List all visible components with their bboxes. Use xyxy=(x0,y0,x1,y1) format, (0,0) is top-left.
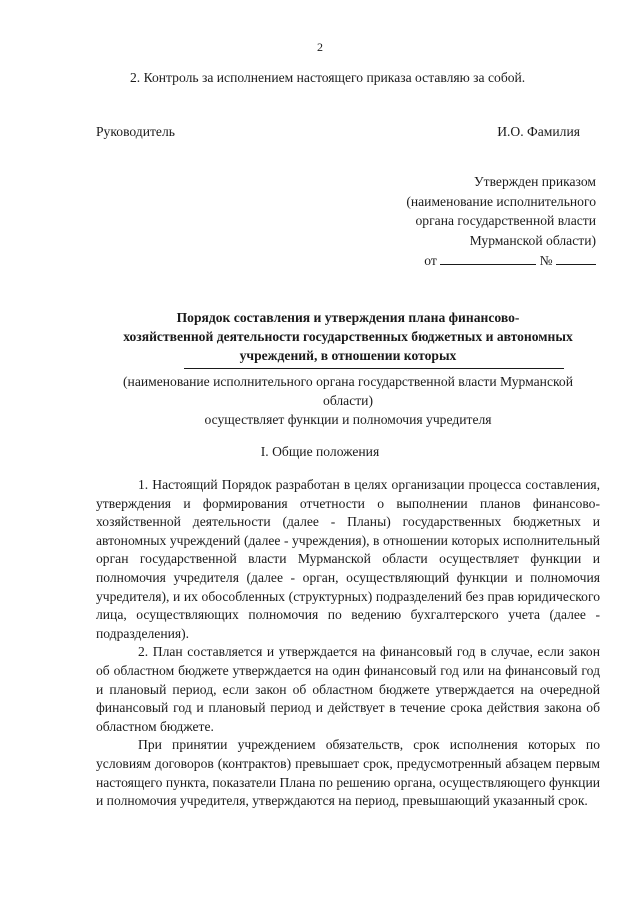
paragraph-2: 2. План составляется и утверждается на финансовый год в случае, если закон об областном бюджете утверждается на один финансовый год или на финансовый год и плановый период, если закон об областном бюджете утверждается на очередной финансовый год и плановый период и действует в течение срока действия закона об областном бюджете. xyxy=(96,644,600,734)
organization-note xyxy=(96,372,600,429)
section-heading: I. Общие положения xyxy=(260,444,380,459)
paragraph-1: 1. Настоящий Порядок разработан в целях организации процесса составления, утверждения и формирования отчетности о выполнении планов финансово-хозяйственной деятельности (далее - Планы) государственных бюджетных и автономных учреждений (далее - учреждения), в отношении которых исполнительный орган государственной власти Мурманской области осуществляет функции и полномочия учредителя (далее - орган, осуществляющий функции и полномочия учредителя), и их обособленных (структурных) подразделений без прав юридического лица, осуществляющих полномочия по ведению бухгалтерского учета (далее - подразделения). xyxy=(96,477,600,641)
document-title xyxy=(96,308,600,365)
number-blank xyxy=(556,250,596,265)
org-note-line-2: области) xyxy=(323,393,373,408)
title-blank-rule xyxy=(184,368,564,369)
org-note-line-3: осуществляет функции и полномочия учредителя xyxy=(204,412,492,427)
paragraph-3: При принятии учреждением обязательств, срок исполнения которых по условиям договоров (контрактов) превышает срок, предусмотренный абзацем первым настоящего пункта, показатели Плана по решению органа, осуществляющего функции и полномочия учредителя, утверждаются на период, превышающий указанный срок. xyxy=(96,737,601,809)
title-line-2: хозяйственной деятельности государственных бюджетных и автономных xyxy=(123,329,573,344)
title-line-3: учреждений, в отношении которых xyxy=(239,348,457,363)
signatory-name: И.О. Фамилия xyxy=(497,124,580,139)
from-label: от xyxy=(424,253,437,268)
approval-line-1: Утвержден приказом xyxy=(474,174,596,189)
approval-line-4: Мурманской области) xyxy=(469,232,596,248)
signatory-role: Руководитель xyxy=(96,124,175,139)
body-text xyxy=(96,476,600,811)
signature-block xyxy=(96,122,580,141)
page-number: 2 xyxy=(317,40,323,54)
approval-date-number-line xyxy=(296,250,596,271)
date-blank xyxy=(440,250,536,265)
org-note-line-1: (наименование исполнительного органа государственной власти Мурманской xyxy=(123,374,573,389)
approval-stamp xyxy=(296,172,596,271)
approval-line-3: органа государственной власти xyxy=(415,213,596,228)
approval-line-2: (наименование исполнительного xyxy=(406,193,596,209)
number-label: № xyxy=(539,253,553,268)
title-line-1: Порядок составления и утверждения плана финансово- xyxy=(176,310,520,325)
control-statement: 2. Контроль за исполнением настоящего приказа оставляю за собой. xyxy=(130,70,526,85)
